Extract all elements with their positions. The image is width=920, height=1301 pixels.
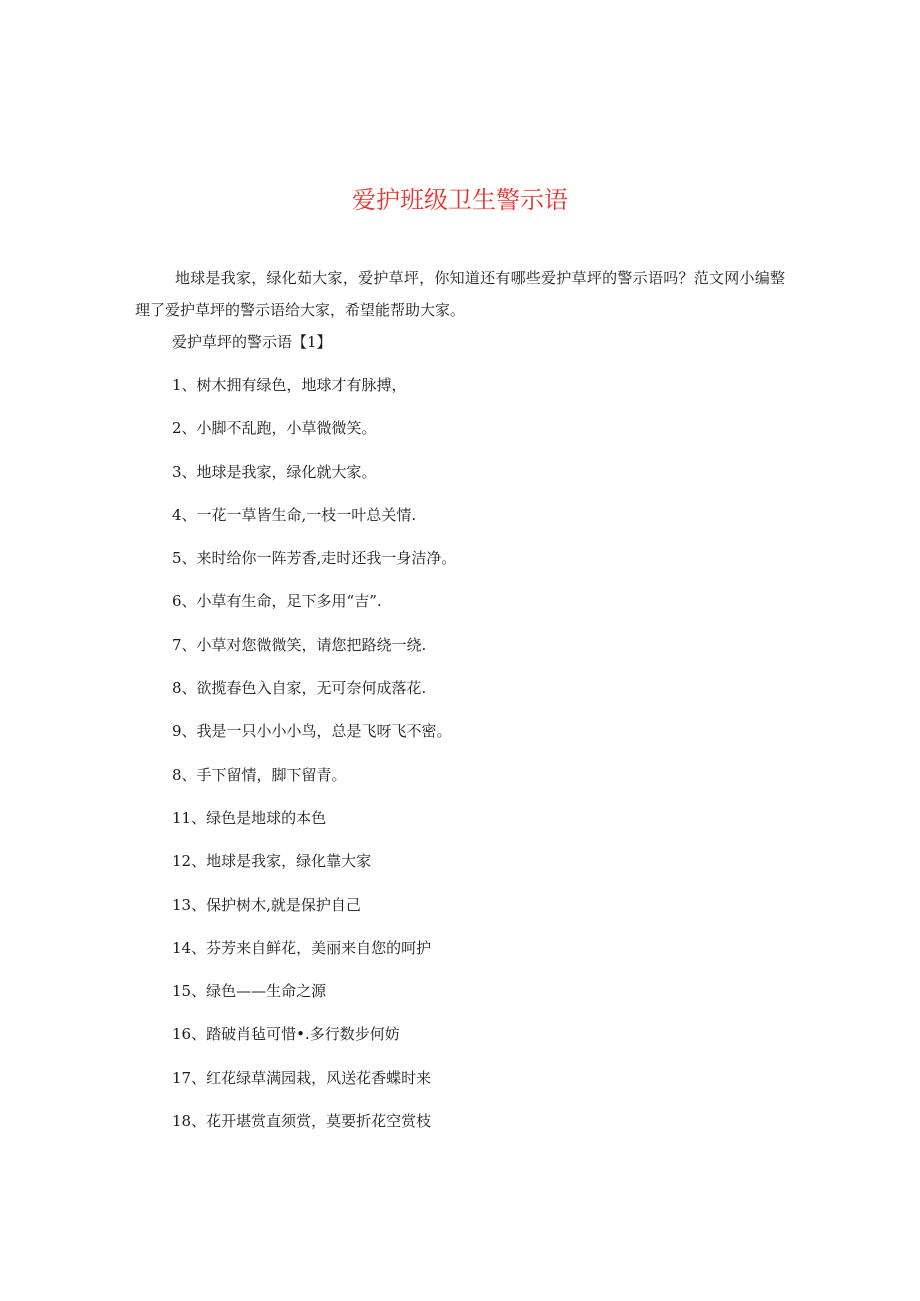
list-item: 8、手下留情，脚下留青。 (172, 765, 347, 784)
list-item: 17、红花绿草满园栽，风送花香蝶时来 (172, 1068, 432, 1087)
document-title: 爱护班级卫生警示语 (352, 186, 568, 214)
list-item: 12、地球是我家，绿化靠大家 (172, 852, 372, 871)
intro-paragraph: 地球是我家，绿化茹大家，爱护草坪，你知道还有哪些爱护草坪的警示语吗？范文网小编整理了爱护草坪的警示语给大家，希望能帮助大家。 (135, 269, 785, 319)
list-item: 6、小草有生命，足下多用“吉”. (172, 592, 382, 611)
list-item: 4、一花一草皆生命,一枝一叶总关情. (172, 505, 417, 524)
list-item: 7、小草对您微微笑，请您把路绕一绕. (172, 635, 427, 654)
list-item: 16、踏破肖毡可惜•.多行数步何妨 (172, 1025, 400, 1044)
list-item: 2、小脚不乱跑，小草微微笑。 (172, 419, 377, 438)
list-item: 9、我是一只小小小鸟，总是飞呀飞不密。 (172, 722, 452, 741)
list-item: 3、地球是我家，绿化就大家。 (172, 462, 377, 481)
list-item: 13、保护树木,就是保护自己 (172, 895, 361, 914)
list-item: 11、绿色是地球的本色 (172, 808, 327, 827)
list-item: 1、树木拥有绿色，地球才有脉搏， (172, 376, 407, 394)
list-item: 14、芬芳来自鲜花，美丽来自您的呵护 (172, 938, 432, 957)
slogan-list (172, 373, 456, 1152)
section-heading: 爱护草坪的警示语【1】 (172, 333, 332, 351)
list-item: 5、来时给你一阵芳香,走时还我一身洁净。 (172, 549, 457, 568)
list-item: 18、花开堪赏直须赏，莫要折花空赏枝 (172, 1112, 432, 1131)
list-item: 8、欲揽春色入自家，无可奈何成落花. (172, 679, 427, 698)
list-item: 15、绿色——生命之源 (172, 982, 327, 1001)
